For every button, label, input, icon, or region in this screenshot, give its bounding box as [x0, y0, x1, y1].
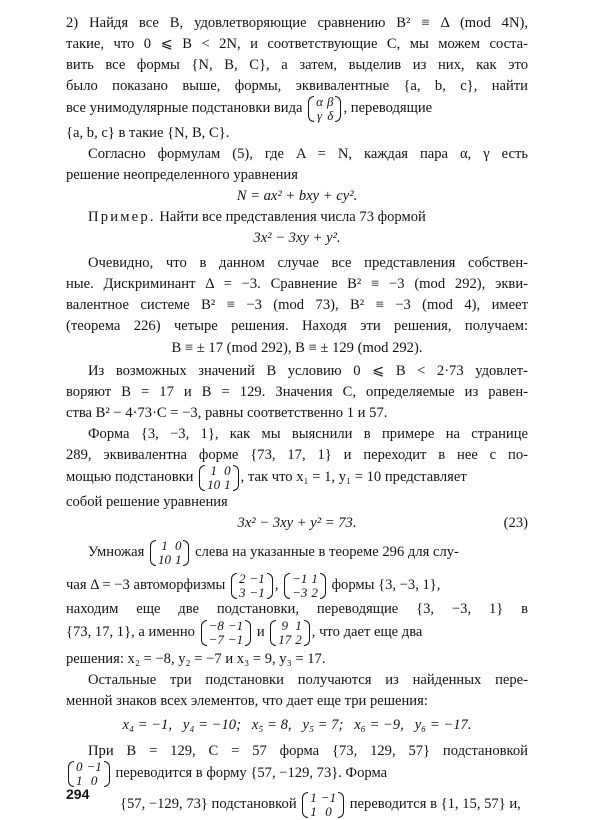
- matrix-cell: 1: [161, 537, 168, 553]
- text-line: Из возможных значений B условию 0 ⩽ B < 2·73 удовлет-: [88, 363, 528, 379]
- matrix-cell: 0: [174, 537, 182, 553]
- text-line: решение неопределенного уравнения: [66, 167, 298, 183]
- example-label: Пример.: [88, 209, 156, 225]
- text-line: {a, b, c} в такие {N, B, C}.: [66, 125, 230, 141]
- text-line: собой решение уравнения: [66, 494, 228, 510]
- matrix-cell: γ: [317, 107, 323, 123]
- matrix-cell: 1: [310, 803, 317, 819]
- matrix-cell: β: [326, 93, 334, 109]
- text-line: было показано выше, формы, эквивалентные {a, b, c}, найти: [66, 78, 528, 94]
- matrix-cell: −1: [227, 631, 244, 647]
- matrix-cell: 17: [278, 631, 292, 647]
- page-number: 294: [66, 786, 90, 802]
- matrix-0-m1-1-0: [68, 760, 110, 788]
- matrix-cell: 1: [76, 772, 83, 788]
- text-line: При B = 129, C = 57 форма {73, 129, 57} подстановкой: [88, 743, 528, 759]
- text-line: валентное системе B² ≡ −3 (mod 73), B² ≡ −3 (mod 4), имеет: [66, 297, 528, 313]
- text-line: 0 −1 1 0 переводится в форму {57, −129, 73}. Форма: [66, 757, 528, 789]
- matrix-cell: δ: [327, 107, 334, 123]
- matrix-cell: −1: [86, 758, 102, 774]
- matrix-cell: 0: [224, 462, 231, 478]
- matrix-substitution-2: [270, 619, 310, 647]
- matrix-cell: 0: [76, 758, 83, 774]
- matrix-cell: −1: [249, 584, 265, 600]
- matrix-cell: 1: [310, 789, 317, 805]
- text-line: такие, что 0 ⩽ B < 2N, и соответствующие C, мы можем соста-: [66, 36, 528, 52]
- equation: B ≡ ± 17 (mod 292), B ≡ ± 129 (mod 292).: [171, 340, 423, 356]
- text-line: менной знаков всех элементов, что дает еще три решения:: [66, 693, 428, 709]
- text-line: Умножая 1 0 10 1 слева на указанные в теореме 296 для слу-: [88, 537, 459, 567]
- matrix-cell: 0: [325, 803, 332, 819]
- matrix-cell: 1: [174, 551, 182, 567]
- text-line: чая Δ = −3 автоморфизмы 2 −1 3 −1 , −1 1 −3 2 формы {3, −3, 1},: [66, 570, 441, 600]
- matrix-cell: 2: [295, 631, 302, 647]
- text-line: 2) Найдя все B, удовлетворяющие сравнению B² ≡ Δ (mod 4N),: [66, 15, 528, 31]
- matrix-1-0-10-1: [199, 464, 239, 492]
- matrix-cell: 10: [157, 551, 171, 567]
- matrix-alpha-beta-gamma-delta: [308, 95, 341, 123]
- text-line: все унимодулярные подстановки вида α β γ δ , переводящие: [66, 93, 433, 123]
- text-line: вить все формы {N, B, C}, а затем, выделив из них, как это: [66, 57, 528, 73]
- matrix-cell: 9: [281, 617, 289, 633]
- text-line: Очевидно, что в данном случае все представления собствен-: [88, 255, 528, 271]
- text-line: {73, 17, 1}, а именно −8 −1 −7 −1 и 9 1 17 2 , что дает еще два: [66, 617, 423, 647]
- text-line: мощью подстановки 1 0 10 1 , так что x₁ = 1, y₁ = 10 представляет: [66, 462, 467, 492]
- text-line: Остальные три подстановки получаются из найденных пере-: [88, 672, 528, 688]
- matrix-cell: 1: [295, 617, 302, 633]
- matrix-cell: −8: [208, 617, 224, 633]
- text-line: 289, эквивалентна форме {73, 17, 1} и переходит в нее с по-: [66, 447, 528, 463]
- matrix-cell: 1: [210, 462, 217, 478]
- equation: N = ax² + bxy + cy².: [236, 188, 358, 204]
- text-line: Согласно формулам (5), где A = N, каждая пара α, γ есть: [88, 146, 528, 162]
- matrix-cell: 2: [311, 584, 318, 600]
- matrix-substitution-1: [201, 619, 252, 647]
- matrix-cell: 1: [224, 476, 231, 492]
- matrix-cell: −3: [292, 584, 308, 600]
- matrix-cell: α: [316, 93, 323, 109]
- matrix-cell: 3: [239, 584, 246, 600]
- matrix-automorphism-1: [231, 572, 273, 600]
- text-line: решения: x₂ = −8, y₂ = −7 и x₃ = 9, y₃ = 17.: [66, 651, 326, 667]
- text-line: ные. Дискриминант Δ = −3. Сравнение B² ≡ −3 (mod 292), экви-: [66, 276, 528, 292]
- text-line: Пример. Найти все представления числа 73 формой: [88, 209, 426, 225]
- matrix-cell: −1: [320, 789, 337, 805]
- text-line: (теорема 226) четыре решения. Находя эти решения, получаем:: [66, 318, 528, 334]
- matrix-cell: −7: [208, 631, 224, 647]
- matrix-cell: 10: [207, 476, 221, 492]
- text-line: {57, −129, 73} подстановкой 1 −1 1 0 переводится в {1, 15, 57} и,: [120, 789, 521, 819]
- equation: x₄ = −1, y₄ = −10; x₅ = 8, y₅ = 7; x₆ = −9, y₆ = −17.: [122, 717, 472, 733]
- equation-number: (23): [503, 515, 528, 531]
- equation: 3x² − 3xy + y².: [253, 230, 341, 246]
- matrix-cell: −1: [249, 570, 265, 586]
- text-line: Форма {3, −3, 1}, как мы выяснили в примере на странице: [88, 426, 528, 442]
- matrix-cell: −1: [292, 570, 308, 586]
- matrix-1-m1-1-0: [302, 791, 344, 819]
- text-line: ства B² − 4·73·C = −3, равны соответственно 1 и 57.: [66, 405, 388, 421]
- matrix-cell: −1: [227, 617, 244, 633]
- matrix-automorphism-2: [284, 572, 326, 600]
- text-line: находим еще две подстановки, переводящие {3, −3, 1} в: [66, 601, 528, 617]
- matrix-cell: 0: [90, 772, 98, 788]
- matrix-1-0-10-1: [150, 539, 190, 567]
- matrix-cell: 2: [239, 570, 246, 586]
- equation: 3x² − 3xy + y² = 73. (23): [237, 515, 528, 531]
- matrix-cell: 1: [311, 570, 318, 586]
- text-line: воряют B = 17 и B = 129. Значения C, определяемые из равен-: [66, 384, 528, 400]
